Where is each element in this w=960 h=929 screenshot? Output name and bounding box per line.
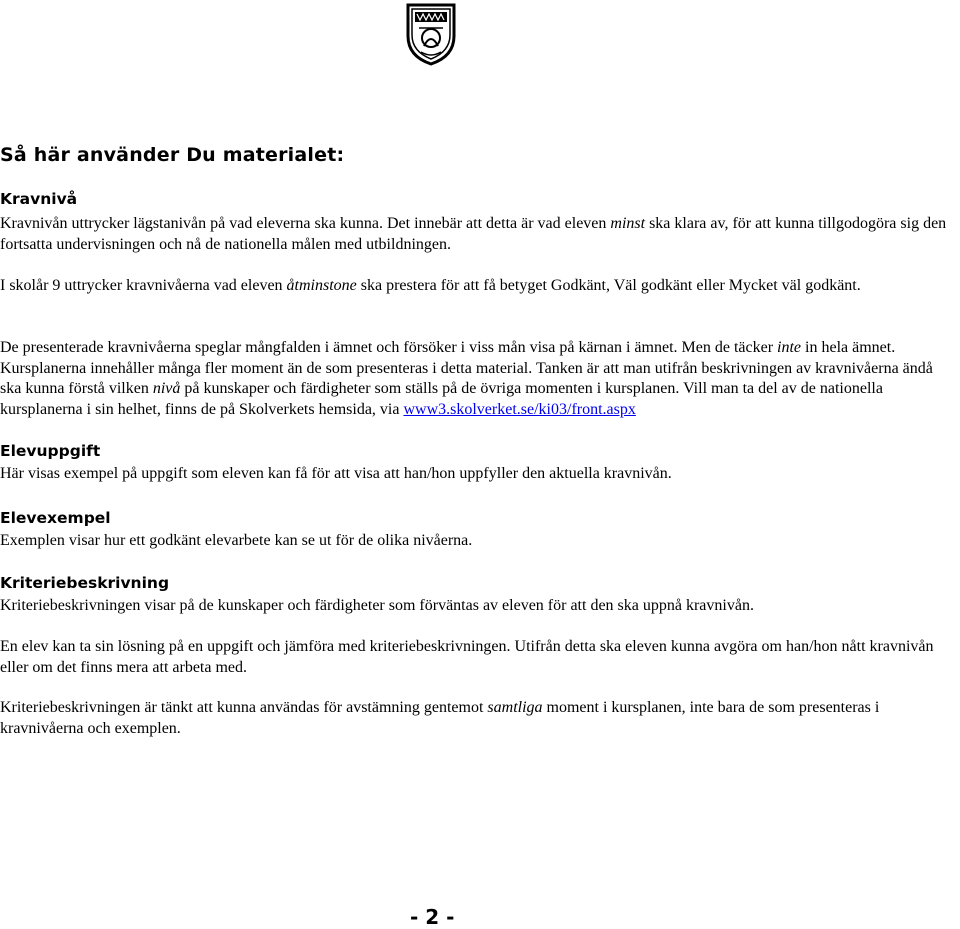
paragraph-elevexempel: Exemplen visar hur ett godkänt elevarbete kan se ut för de olika nivåerna.	[0, 532, 473, 549]
section-title-elevuppgift: Elevuppgift	[0, 442, 101, 460]
paragraph-kriteriebeskrivning-2: En elev kan ta sin lösning på en uppgift och jämföra med kriteriebeskrivningen. Utifrån detta ska eleven kunna avgöra om han/hon nått kravnivån eller om det finns mera att arbeta med.	[0, 638, 934, 676]
paragraph-kravniva-3: De presenterade kravnivåerna speglar mångfalden i ämnet och försöker i viss mån visa på kärnan i ämnet. Men de täcker inte in hela ämnet. Kursplanerna innehåller många fler moment än de som presenteras i detta material. Tanken är att man utifrån beskrivningen av kravnivåerna ändå ska kunna förstå vilken nivå på kunskaper och färdigheter som ställs på de övriga momenten i kursplanen. Vill man ta del av de nationella kursplanerna i sin helhet, finns de på Skolverkets hemsida, via www3.skolverket.se/ki03/front.aspx	[0, 339, 933, 418]
crest-logo	[405, 2, 457, 66]
paragraph-kriteriebeskrivning-3: Kriteriebeskrivningen är tänkt att kunna användas för avstämning gentemot samtliga moment i kursplanen, inte bara de som presenteras i kravnivåerna och exemplen.	[0, 699, 880, 737]
paragraph-elevuppgift: Här visas exempel på uppgift som eleven kan få för att visa att han/hon uppfyller den aktuella kravnivån.	[0, 465, 672, 482]
skolverket-link[interactable]: www3.skolverket.se/ki03/front.aspx	[403, 400, 636, 418]
page-number: - 2 -	[410, 905, 455, 929]
section-title-elevexempel: Elevexempel	[0, 509, 111, 527]
paragraph-kravniva-1: Kravnivån uttrycker lägstanivån på vad eleverna ska kunna. Det innebär att detta är vad eleven minst ska klara av, för att kunna tillgodogöra sig den fortsatta undervisningen och nå de nationella målen med utbildningen.	[0, 215, 947, 253]
section-title-kravniva: Kravnivå	[0, 190, 78, 208]
paragraph-kriteriebeskrivning-1: Kriteriebeskrivningen visar på de kunskaper och färdigheter som förväntas av eleven för att den ska uppnå kravnivån.	[0, 597, 754, 614]
paragraph-kravniva-2: I skolår 9 uttrycker kravnivåerna vad eleven åtminstone ska prestera för att få betyget Godkänt, Väl godkänt eller Mycket väl godkänt.	[0, 277, 861, 294]
section-title-kriteriebeskrivning: Kriteriebeskrivning	[0, 574, 170, 592]
page-heading: Så här använder Du materialet:	[0, 144, 345, 166]
